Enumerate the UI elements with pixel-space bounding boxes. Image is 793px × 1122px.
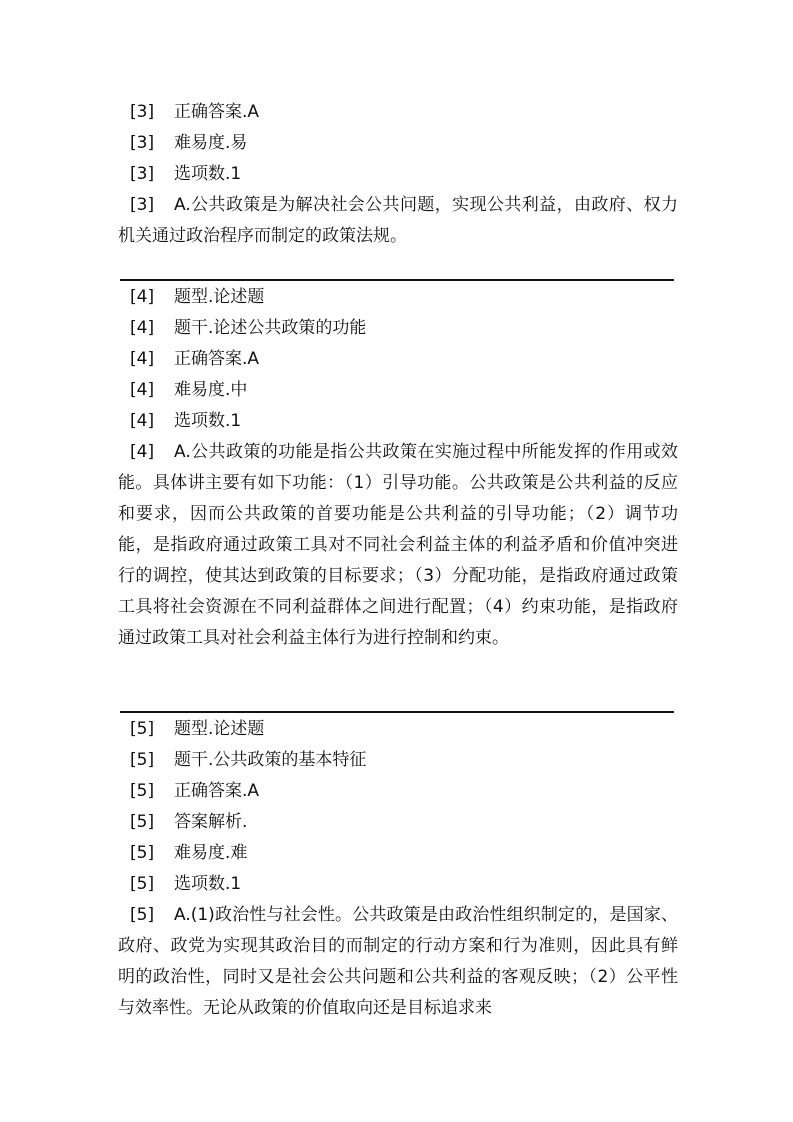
q5-body-paragraph (118, 900, 678, 1024)
q3-options-line (118, 159, 678, 190)
q4-options: 选项数.1 (174, 411, 242, 431)
q5-type-line (118, 714, 678, 745)
q5-options-line (118, 869, 678, 900)
q4-tag: [4] (130, 380, 155, 400)
q5-options: 选项数.1 (174, 874, 242, 894)
q5-stem: 题干.公共政策的基本特征 (174, 750, 367, 770)
q5-answer-line (118, 776, 678, 807)
q3-difficulty: 难易度.易 (174, 133, 248, 153)
q5-tag: [5] (130, 781, 155, 801)
section-divider (120, 279, 674, 281)
q4-difficulty: 难易度.中 (174, 380, 248, 400)
q4-stem: 题干.论述公共政策的功能 (174, 318, 367, 338)
q5-tag: [5] (130, 905, 155, 925)
q5-answer: 正确答案.A (174, 781, 260, 801)
q3-difficulty-line (118, 128, 678, 159)
q3-tag: [3] (130, 195, 155, 215)
q3-tag: [3] (130, 164, 155, 184)
question-5 (118, 714, 678, 1024)
q5-tag: [5] (130, 750, 155, 770)
q4-tag: [4] (130, 287, 155, 307)
section-divider (120, 711, 674, 713)
q5-difficulty: 难易度.难 (174, 843, 248, 863)
q4-type: 题型.论述题 (174, 287, 265, 307)
q4-answer-line (118, 344, 678, 375)
q4-options-line (118, 406, 678, 437)
q4-tag: [4] (130, 318, 155, 338)
q3-body-paragraph (118, 190, 678, 252)
q4-body-paragraph (118, 437, 678, 654)
q5-tag: [5] (130, 874, 155, 894)
q5-tag: [5] (130, 843, 155, 863)
q3-tag: [3] (130, 133, 155, 153)
q4-body: A.公共政策的功能是指公共政策在实施过程中所能发挥的作用或效能。具体讲主要有如下功能：（1）引导功能。公共政策是公共利益的反应和要求，因而公共政策的首要功能是公共利益的引导功能；（2）调节功能，是指政府通过政策工具对不同社会利益主体的利益矛盾和价值冲突进行的调控，使其达到政策的目标要求；（3）分配功能，是指政府通过政策工具将社会资源在不同利益群体之间进行配置；（4）约束功能，是指政府通过政策工具对社会利益主体行为进行控制和约束。 (118, 442, 678, 648)
q5-type: 题型.论述题 (174, 719, 265, 739)
q4-type-line (118, 282, 678, 313)
q5-tag: [5] (130, 812, 155, 832)
question-4 (118, 282, 678, 654)
q4-tag: [4] (130, 349, 155, 369)
q5-analysis-line (118, 807, 678, 838)
q5-stem-line (118, 745, 678, 776)
q4-answer: 正确答案.A (174, 349, 260, 369)
q4-difficulty-line (118, 375, 678, 406)
q3-tag: [3] (130, 102, 155, 122)
q5-difficulty-line (118, 838, 678, 869)
q5-analysis: 答案解析. (174, 812, 248, 832)
q4-tag: [4] (130, 411, 155, 431)
q3-options: 选项数.1 (174, 164, 242, 184)
q3-answer-line (118, 97, 678, 128)
q4-tag: [4] (130, 442, 155, 462)
q3-answer: 正确答案.A (174, 102, 260, 122)
q5-tag: [5] (130, 719, 155, 739)
question-3 (118, 97, 678, 252)
q4-stem-line (118, 313, 678, 344)
q5-body: A.(1)政治性与社会性。公共政策是由政治性组织制定的，是国家、政府、政党为实现其政治目的而制定的行动方案和行为准则，因此具有鲜明的政治性，同时又是社会公共问题和公共利益的客观反映；（2）公平性与效率性。无论从政策的价值取向还是目标追求来 (118, 905, 678, 1018)
q3-body: A.公共政策是为解决社会公共问题，实现公共利益，由政府、权力机关通过政治程序而制定的政策法规。 (118, 195, 678, 246)
